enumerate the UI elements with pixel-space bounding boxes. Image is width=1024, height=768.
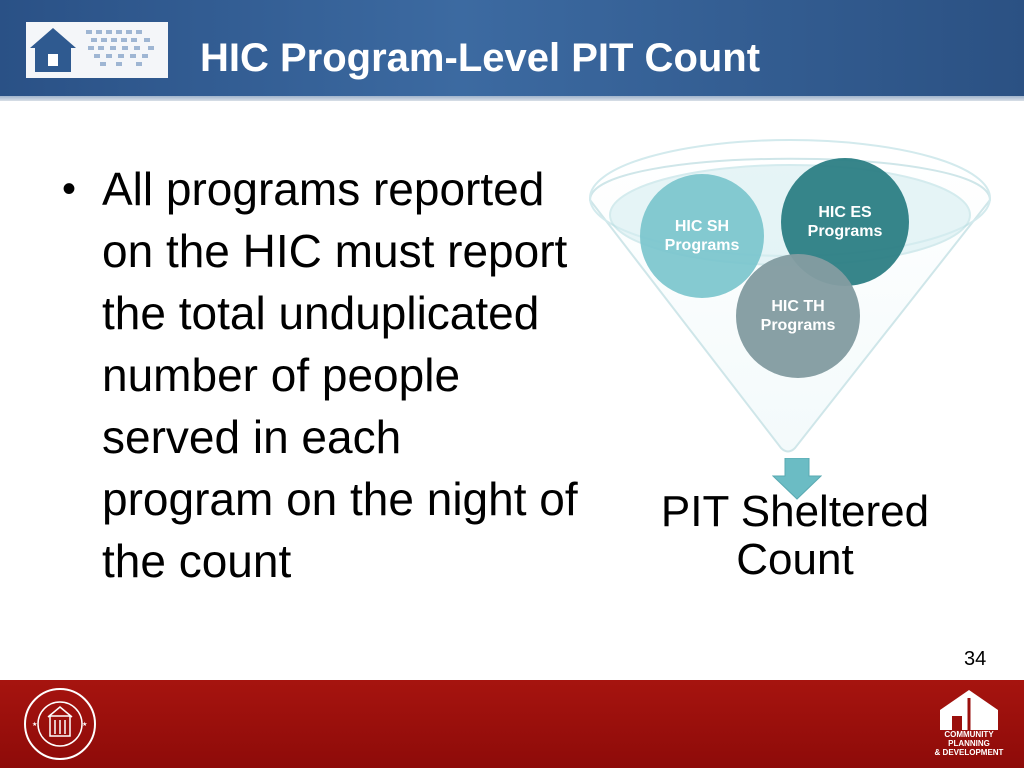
circle-th-programs	[736, 254, 860, 378]
cpd-line-2: PLANNING	[948, 739, 990, 748]
circle-sh-label: HIC SH Programs	[664, 218, 740, 254]
bullet-symbol: •	[62, 167, 77, 211]
footer-bar	[0, 680, 1024, 768]
pit-sheltered-count-label: PIT Sheltered Count	[660, 487, 930, 584]
cpd-line-1: COMMUNITY	[944, 730, 994, 739]
slide-title: HIC Program-Level PIT Count	[200, 36, 761, 80]
hud-seal-icon	[22, 686, 98, 762]
bullet-item	[62, 158, 592, 592]
svg-text:★: ★	[32, 722, 38, 728]
circle-sh-programs	[640, 174, 764, 298]
bullet-text: All programs reported on the HIC must report the total unduplicated number of people served in each program on the night of the count	[102, 163, 578, 587]
house-logo-icon	[26, 22, 168, 78]
cpd-line-3: & DEVELOPMENT	[934, 748, 1004, 757]
svg-text:★: ★	[82, 722, 88, 728]
circle-es-label: HIC ES Programs	[807, 204, 883, 240]
circle-th-label: HIC TH Programs	[760, 298, 836, 334]
community-planning-house-icon	[938, 688, 1000, 732]
community-planning-logo-text	[930, 730, 1008, 757]
page-number: 34	[964, 648, 987, 670]
title-bar	[0, 0, 1024, 101]
funnel-diagram	[580, 130, 1000, 470]
